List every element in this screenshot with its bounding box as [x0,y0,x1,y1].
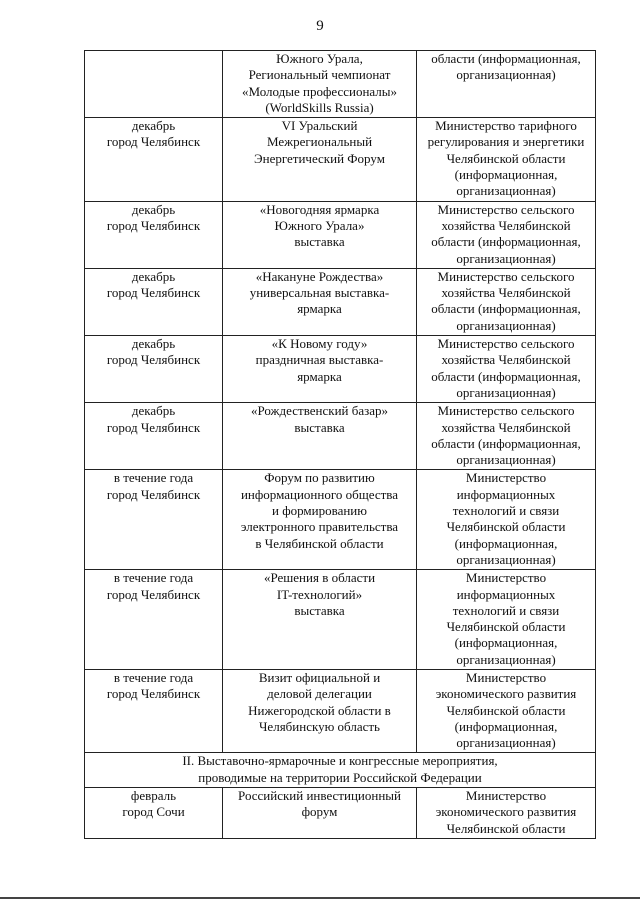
cell-line: технологий и связи [452,503,560,519]
cell-line: Челябинской области [446,820,566,836]
cell-line: (информационная, [454,535,558,551]
table-row [85,570,596,670]
cell-line: организационная) [456,67,556,83]
organizer-cell [417,470,596,570]
event-cell [223,268,417,335]
cell-line: Министерство сельского [437,268,575,284]
event-cell [223,336,417,403]
cell-line: хозяйства Челябинской [441,419,571,435]
cell-line: хозяйства Челябинской [441,217,571,233]
cell-line: «Новогодняя ярмарка [259,201,380,217]
table-row [85,788,596,839]
cell-line: ярмарка [297,368,342,384]
cell-line: Нижегородской области в [248,702,391,718]
organizer-cell [417,570,596,670]
cell-line: Министерство [465,788,547,804]
cell-line: экономического развития [435,686,577,702]
cell-line: организационная) [456,551,556,567]
date-place-cell [85,268,223,335]
table-row [85,201,596,268]
event-cell [223,669,417,752]
date-place-cell [85,669,223,752]
cell-line: организационная) [456,317,556,333]
event-cell [223,201,417,268]
page-number: 9 [316,18,324,34]
cell-line: технологий и связи [452,602,560,618]
event-cell [223,51,417,118]
cell-line: выставка [294,602,345,618]
cell-line: организационная) [456,250,556,266]
cell-line: в течение года [113,669,194,685]
cell-line: области (информационная, [431,234,581,250]
cell-line: области (информационная, [431,368,581,384]
cell-line: деловой делегации [267,686,372,702]
cell-line: в течение года [113,570,194,586]
cell-line: VI Уральский [281,118,358,134]
cell-line: город Сочи [122,804,185,820]
cell-line: февраль [130,788,177,804]
cell-line: (информационная, [454,635,558,651]
table-row [85,669,596,752]
event-cell [223,118,417,201]
cell-line: IT-технологий» [276,586,363,602]
cell-line: информационного общества [240,486,399,502]
cell-line: декабрь [131,403,176,419]
cell-line: «Рождественский базар» [250,403,389,419]
organizer-cell [417,336,596,403]
organizer-cell [417,268,596,335]
cell-line: город Челябинск [106,486,201,502]
cell-line: Министерство сельского [437,336,575,352]
cell-line: информационных [456,586,556,602]
cell-line: области (информационная, [431,301,581,317]
date-place-cell [85,470,223,570]
cell-line: город Челябинск [106,134,201,150]
cell-line: области (информационная, [431,51,581,66]
cell-line: декабрь [131,118,176,134]
cell-line: Энергетический Форум [254,150,385,166]
cell-line: Министерство сельского [437,201,575,217]
events-table [84,50,596,839]
cell-line: организационная) [456,452,556,468]
table-row [85,268,596,335]
cell-line: в течение года [113,470,194,486]
cell-line: регулирования и энергетики [427,134,585,150]
cell-line: Министерство тарифного [435,118,577,134]
cell-line: Форум по развитию [264,470,375,486]
cell-line: области (информационная, [431,435,581,451]
cell-line: Южного Урала» [274,217,365,233]
cell-line: «К Новому году» [271,336,368,352]
organizer-cell [417,403,596,470]
event-cell [223,470,417,570]
cell-line: Российский инвестиционный [238,788,401,804]
date-place-cell [85,788,223,839]
date-place-cell [85,403,223,470]
cell-line: Региональный чемпионат [248,67,391,83]
cell-line: декабрь [131,268,176,284]
cell-line: Визит официальной и [258,669,381,685]
cell-line: «Накануне Рождества» [255,268,384,284]
organizer-cell [417,51,596,118]
cell-line: Южного Урала, [276,51,363,66]
date-place-cell [85,570,223,670]
cell-line: декабрь [131,336,176,352]
cell-line: хозяйства Челябинской [441,285,571,301]
cell-line: выставка [294,419,345,435]
cell-line: форум [301,804,338,820]
cell-line: универсальная выставка- [249,285,390,301]
cell-line: выставка [294,234,345,250]
cell-line: «Молодые профессионалы» [241,83,398,99]
cell-line: информационных [456,486,556,502]
section-heading [85,753,596,788]
date-place-cell [85,118,223,201]
date-place-cell [85,201,223,268]
cell-line: Челябинскую область [258,718,380,734]
table-row [85,336,596,403]
cell-line: (WorldSkills Russia) [265,99,374,115]
cell-line: город Челябинск [106,285,201,301]
organizer-cell [417,788,596,839]
cell-line: (информационная, [454,718,558,734]
cell-line: и формированию [272,503,367,519]
date-place-cell [85,336,223,403]
section-row [85,753,596,788]
cell-line: II. Выставочно-ярмарочные и конгрессные мероприятия, [182,753,498,769]
page-bottom-rule [0,897,640,899]
cell-line: праздничная выставка- [255,352,384,368]
events-table-body [85,51,596,839]
cell-line: хозяйства Челябинской [441,352,571,368]
cell-line: организационная) [456,651,556,667]
organizer-cell [417,118,596,201]
cell-line: организационная) [456,735,556,751]
cell-line: ярмарка [297,301,342,317]
cell-line: город Челябинск [106,686,201,702]
cell-line: «Решения в области [263,570,376,586]
date-place-cell [85,51,223,118]
cell-line: город Челябинск [106,217,201,233]
event-cell [223,788,417,839]
cell-line: декабрь [131,201,176,217]
cell-line: экономического развития [435,804,577,820]
cell-line: Челябинской области [446,619,566,635]
cell-line: в Челябинской области [255,535,384,551]
table-row [85,470,596,570]
organizer-cell [417,201,596,268]
cell-line: Челябинской области [446,150,566,166]
event-cell [223,570,417,670]
cell-line: Министерство [465,570,547,586]
cell-line: проводимые на территории Российской Федерации [198,769,482,785]
table-row [85,403,596,470]
event-cell [223,403,417,470]
cell-line: Челябинской области [446,519,566,535]
cell-line: город Челябинск [106,419,201,435]
cell-line: город Челябинск [106,586,201,602]
cell-line: электронного правительства [240,519,399,535]
cell-line: Министерство [465,470,547,486]
cell-line: Челябинской области [446,702,566,718]
organizer-cell [417,669,596,752]
cell-line: Министерство [465,669,547,685]
cell-line: Министерство сельского [437,403,575,419]
cell-line: организационная) [456,384,556,400]
cell-line: организационная) [456,183,556,199]
cell-line: Межрегиональный [266,134,373,150]
table-row [85,118,596,201]
cell-line: (информационная, [454,167,558,183]
table-row [85,51,596,118]
cell-line: город Челябинск [106,352,201,368]
